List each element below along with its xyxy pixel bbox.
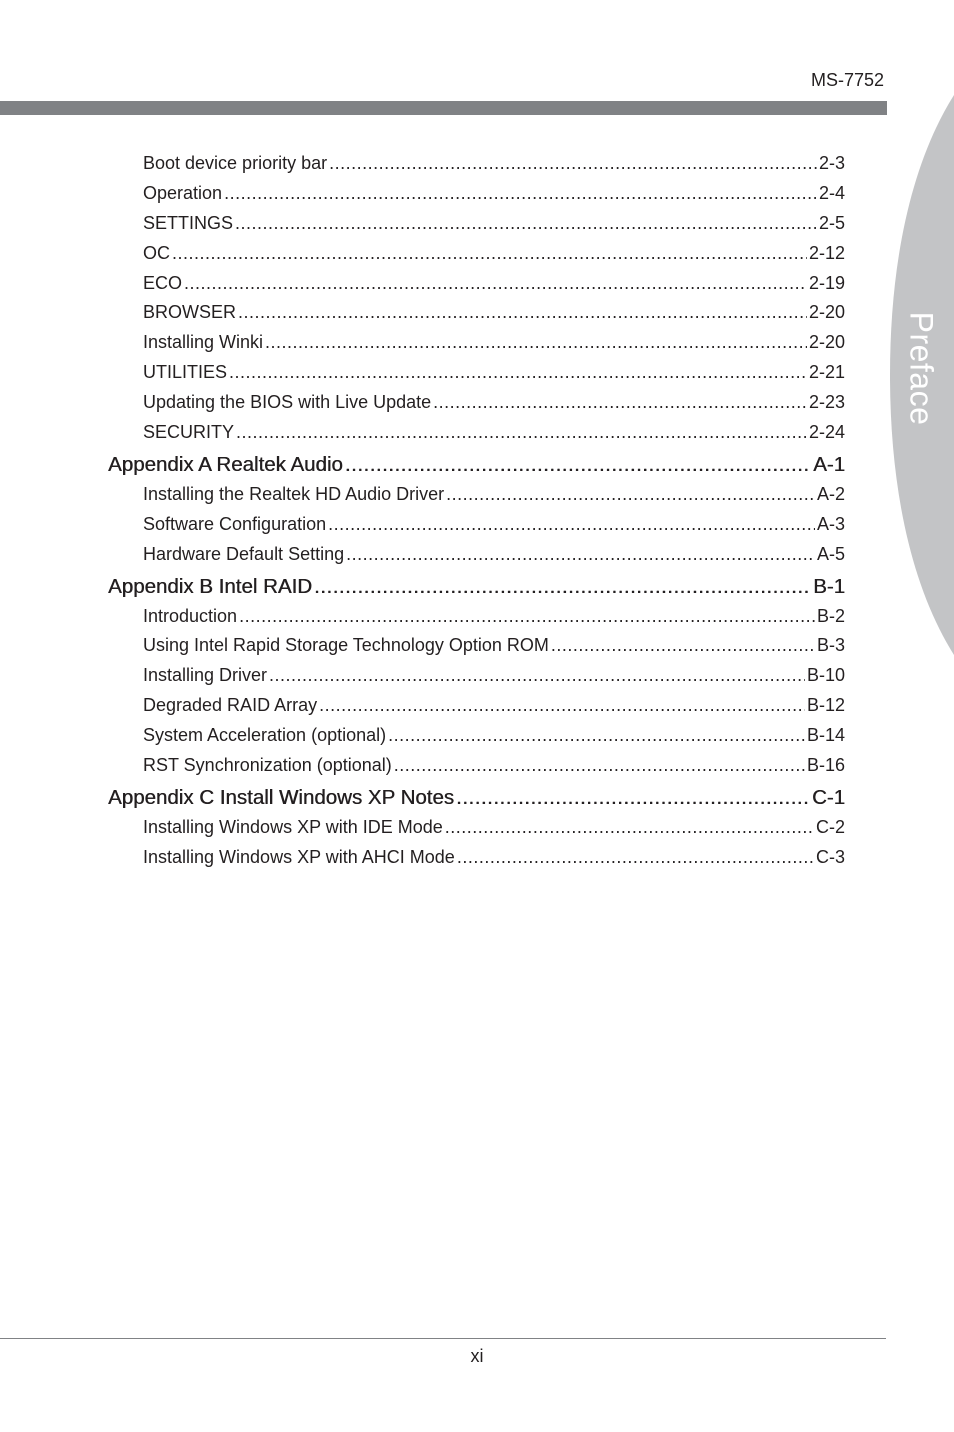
toc-leader-dots	[345, 449, 811, 480]
toc-entry-page: B-10	[806, 665, 845, 686]
toc-entry-title: Introduction	[143, 605, 238, 626]
toc-entry	[108, 843, 845, 873]
toc-entry-title: BROWSER	[143, 302, 237, 323]
toc-entry	[108, 298, 845, 328]
toc-entry	[108, 328, 845, 358]
toc-entry-title: Appendix B Intel RAID	[108, 574, 312, 598]
toc-entry-title: Degraded RAID Array	[143, 695, 318, 716]
toc-leader-dots	[224, 179, 817, 209]
footer-line	[0, 1338, 886, 1339]
toc-entry	[108, 691, 845, 721]
toc-leader-dots	[551, 631, 815, 661]
toc-leader-dots	[456, 782, 810, 813]
toc-entry-page: 2-12	[808, 242, 845, 263]
toc-entry	[108, 661, 845, 691]
toc-entry-page: C-3	[815, 846, 845, 867]
toc-entry-title: Installing the Realtek HD Audio Driver	[143, 483, 445, 504]
toc-entry	[108, 388, 845, 418]
toc-leader-dots	[457, 843, 814, 873]
toc-entry	[108, 239, 845, 269]
toc-leader-dots	[446, 480, 815, 510]
toc-entry-page: A-3	[816, 513, 845, 534]
toc-entry	[108, 813, 845, 843]
toc-entry	[108, 480, 845, 510]
toc-leader-dots	[265, 328, 807, 358]
toc-entry-page: B-3	[816, 635, 845, 656]
toc-entry-title: Boot device priority bar	[143, 153, 328, 173]
toc-leader-dots	[433, 388, 807, 418]
toc-leader-dots	[239, 602, 815, 632]
toc-entry-page: A-2	[816, 483, 845, 504]
toc-entry-page: 2-23	[808, 392, 845, 413]
toc-entry	[108, 209, 845, 239]
toc-entry-title: Installing Windows XP with AHCI Mode	[143, 846, 455, 867]
toc-leader-dots	[236, 418, 807, 448]
toc-entry-title: Installing Windows XP with IDE Mode	[143, 816, 443, 837]
toc-entry-title: Software Configuration	[143, 513, 327, 534]
toc-entry-title: Installing Driver	[143, 665, 268, 686]
table-of-contents	[108, 149, 845, 873]
toc-entry	[108, 540, 845, 570]
toc-leader-dots	[184, 269, 807, 299]
toc-entry	[108, 269, 845, 299]
toc-leader-dots	[229, 358, 807, 388]
header-bar	[0, 101, 887, 115]
toc-entry-page: 2-3	[818, 153, 845, 173]
toc-entry-page: B-2	[816, 605, 845, 626]
toc-entry-title: OC	[143, 242, 170, 263]
toc-leader-dots	[319, 691, 805, 721]
toc-entry	[108, 358, 845, 388]
toc-entry-title: Installing Winki	[143, 332, 264, 353]
toc-entry-page: B-16	[806, 755, 845, 776]
toc-entry-title: Using Intel Rapid Storage Technology Option ROM	[143, 635, 549, 656]
toc-entry-page: 2-21	[808, 362, 845, 383]
toc-entry-title: Updating the BIOS with Live Update	[143, 392, 432, 413]
toc-entry-page: B-14	[806, 725, 845, 746]
toc-entry-page: 2-5	[818, 212, 845, 233]
page-number: xi	[470, 1346, 484, 1366]
toc-leader-dots	[269, 661, 805, 691]
toc-section-heading	[108, 782, 845, 813]
toc-entry	[108, 149, 845, 179]
side-tab-text: Preface	[903, 311, 940, 425]
side-tab-label	[888, 313, 954, 423]
toc-entry	[108, 179, 845, 209]
toc-entry-page: A-1	[813, 452, 845, 476]
toc-entry-title: Hardware Default Setting	[143, 543, 345, 564]
toc-entry-title: Appendix A Realtek Audio	[108, 452, 343, 476]
toc-entry-page: 2-19	[808, 272, 845, 293]
toc-entry-page: 2-20	[808, 332, 845, 353]
toc-leader-dots	[329, 149, 817, 179]
toc-leader-dots	[346, 540, 815, 570]
toc-entry-page: B-1	[813, 574, 845, 598]
toc-leader-dots	[235, 209, 817, 239]
toc-entry	[108, 602, 845, 632]
toc-section-heading	[108, 449, 845, 480]
toc-entry-page: 2-24	[808, 422, 845, 443]
toc-entry-title: Appendix C Install Windows XP Notes	[108, 785, 455, 809]
model-number: MS-7752	[810, 70, 884, 90]
toc-leader-dots	[445, 813, 814, 843]
toc-entry	[108, 418, 845, 448]
toc-entry-title: ECO	[143, 272, 183, 293]
toc-leader-dots	[172, 239, 807, 269]
toc-entry	[108, 751, 845, 781]
toc-entry-page: 2-4	[818, 182, 845, 203]
toc-entry-title: SETTINGS	[143, 212, 234, 233]
toc-entry-title: RST Synchronization (optional)	[143, 755, 392, 776]
toc-entry-title: UTILITIES	[143, 362, 228, 383]
toc-section-heading	[108, 571, 845, 602]
toc-entry-page: A-5	[816, 543, 845, 564]
toc-entry-page: C-1	[811, 785, 845, 809]
toc-entry-title: Operation	[143, 182, 223, 203]
toc-entry	[108, 631, 845, 661]
toc-entry	[108, 721, 845, 751]
toc-leader-dots	[328, 510, 815, 540]
toc-entry-title: SECURITY	[143, 422, 235, 443]
toc-leader-dots	[238, 298, 807, 328]
toc-entry-page: C-2	[815, 816, 845, 837]
toc-entry-title: System Acceleration (optional)	[143, 725, 387, 746]
toc-entry-page: 2-20	[808, 302, 845, 323]
toc-entry-page: B-12	[806, 695, 845, 716]
toc-entry	[108, 510, 845, 540]
toc-leader-dots	[394, 751, 805, 781]
toc-leader-dots	[388, 721, 805, 751]
toc-leader-dots	[314, 571, 811, 602]
